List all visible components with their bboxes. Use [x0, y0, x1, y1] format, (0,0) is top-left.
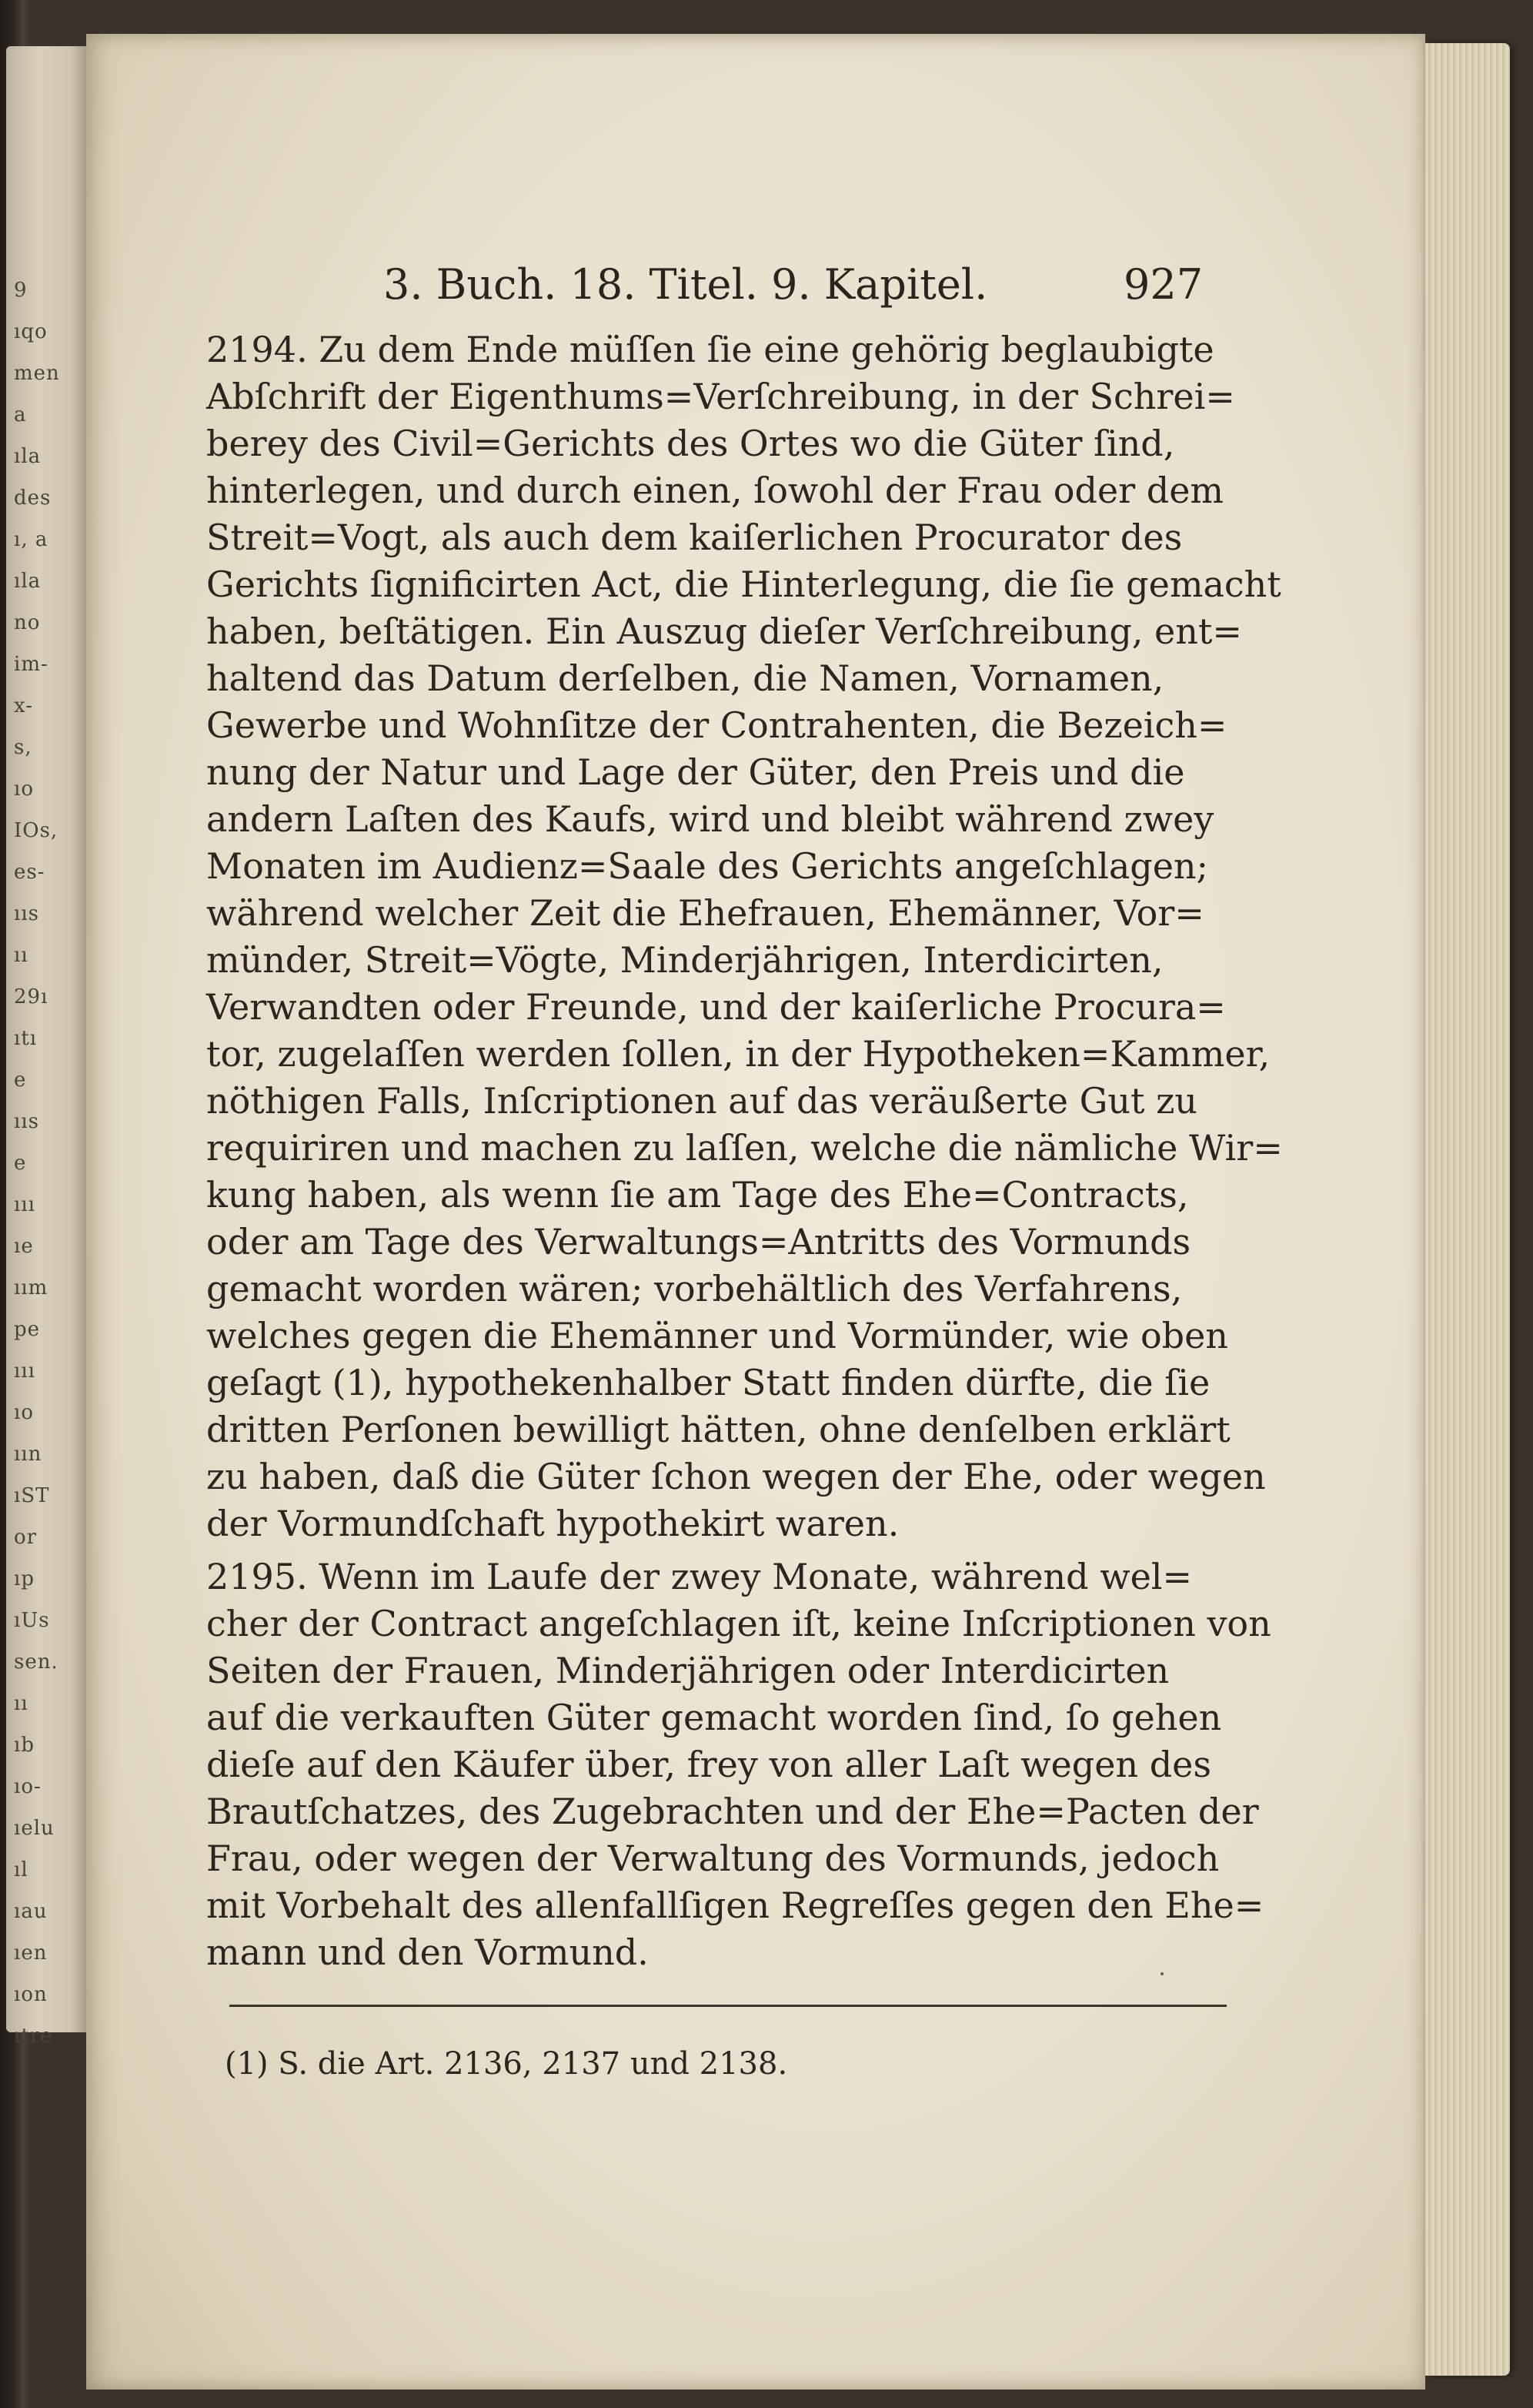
text-line: Seiten der Frauen, Minderjährigen oder Interdicirten — [206, 1650, 1170, 1691]
text-line: geſagt (1), hypothekenhalber Statt finden dürfte, die ſie — [206, 1362, 1211, 1403]
text-line: cher der Contract angeſchlagen iſt, keine Inſcriptionen von — [206, 1603, 1271, 1644]
text-line: dieſe auf den Käufer über, frey von aller Laſt wegen des — [206, 1744, 1211, 1785]
body-text — [206, 326, 1283, 1976]
adjacent-page-fragment: ıtı — [14, 1027, 38, 1050]
footnote: (1) S. die Art. 2136, 2137 und 2138. — [225, 2046, 788, 2082]
adjacent-page-fragment: 9 — [14, 279, 28, 302]
adjacent-page-fragment: ııı — [14, 1193, 35, 1216]
footnote-rule — [229, 2005, 1227, 2007]
adjacent-page-fragment: ıUs — [14, 1609, 50, 1632]
text-line: haltend das Datum derſelben, die Namen, Vornamen, — [206, 657, 1164, 699]
text-line: Monaten im Audienz=Saale des Gerichts angeſchlagen; — [206, 845, 1209, 887]
paragraph-2195 — [206, 1553, 1271, 1976]
text-line: münder, Streit=Vögte, Minderjährigen, Interdicirten, — [206, 939, 1164, 981]
text-line: Gewerbe und Wohnſitze der Contrahenten, die Bezeich= — [206, 704, 1227, 746]
text-line: hinterlegen, und durch einen, ſowohl der Frau oder dem — [206, 470, 1224, 511]
adjacent-page-fragment: des — [14, 487, 52, 510]
text-line: requiriren und machen zu laſſen, welche die nämliche Wir= — [206, 1127, 1283, 1169]
text-line: der Vormundſchaft hypothekirt waren. — [206, 1503, 900, 1544]
text-line: gemacht worden wären; vorbehältlich des Verfahrens, — [206, 1268, 1183, 1309]
adjacent-page-fragment: es- — [14, 861, 45, 884]
adjacent-page-fragment: ıl — [14, 1858, 28, 1881]
adjacent-page-fragment: ııs — [14, 902, 39, 925]
adjacent-page-fragment: ıelu — [14, 1817, 55, 1840]
running-header — [383, 260, 1230, 314]
adjacent-page-fragment: im- — [14, 653, 48, 676]
text-line: welches gegen die Ehemänner und Vormünder, wie oben — [206, 1315, 1228, 1356]
text-line: mann und den Vormund. — [206, 1931, 649, 1973]
adjacent-page-fragment: ıo- — [14, 1775, 42, 1798]
text-line: oder am Tage des Verwaltungs=Antritts des Vormunds — [206, 1221, 1191, 1263]
text-line: kung haben, als wenn ſie am Tage des Ehe=Contracts, — [206, 1174, 1189, 1216]
adjacent-page-fragment: no — [14, 611, 41, 634]
text-line: haben, beſtätigen. Ein Auszug dieſer Verſchreibung, ent= — [206, 610, 1242, 652]
adjacent-page-fragment: ııs — [14, 1110, 39, 1133]
adjacent-page-fragment: ıla — [14, 445, 42, 468]
text-line: 2195. Wenn im Laufe der zwey Monate, während wel= — [206, 1556, 1193, 1597]
adjacent-page-fragment: ıla — [14, 570, 42, 593]
adjacent-page-fragment: ıo — [14, 1401, 34, 1424]
adjacent-page-fragment: e — [14, 1069, 27, 1092]
text-line: nöthigen Falls, Inſcriptionen auf das veräußerte Gut zu — [206, 1080, 1197, 1122]
text-line: Verwandten oder Freunde, und der kaiſerliche Procura= — [206, 986, 1226, 1028]
text-line: Frau, oder wegen der Verwaltung des Vormunds, jedoch — [206, 1838, 1220, 1879]
adjacent-page-fragment: ıın — [14, 1443, 42, 1466]
text-line: Abſchrift der Eigenthums=Verſchreibung, in der Schrei= — [206, 376, 1235, 417]
running-head: 3. Buch. 18. Titel. 9. Kapitel. — [383, 260, 988, 309]
text-line: nung der Natur und Lage der Güter, den Preis und die — [206, 751, 1185, 793]
text-line: mit Vorbehalt des allenfallſigen Regreſſes gegen den Ehe= — [206, 1885, 1264, 1926]
adjacent-page-fragment: ıau — [14, 1900, 48, 1923]
text-line: Streit=Vogt, als auch dem kaiſerlichen Procurator des — [206, 517, 1183, 558]
adjacent-page-fragment: ıon — [14, 1983, 48, 2006]
adjacent-page-fragment: ıe — [14, 1235, 34, 1258]
adjacent-page-fragment: ı, a — [14, 528, 48, 551]
text-line: während welcher Zeit die Ehefrauen, Ehemänner, Vor= — [206, 892, 1204, 934]
text-line: auf die verkauften Güter gemacht worden ſind, ſo gehen — [206, 1697, 1222, 1738]
adjacent-page-fragment: ıST — [14, 1484, 50, 1507]
adjacent-page-fragment: ıqo — [14, 320, 48, 343]
adjacent-page-fragment: x- — [14, 694, 33, 717]
page-edges — [1425, 43, 1510, 2376]
adjacent-page-fragment: ıp — [14, 1567, 35, 1590]
adjacent-page-fragment: ıen — [14, 1941, 48, 1965]
adjacent-page-fragment: sen. — [14, 1650, 58, 1674]
text-line: tor, zugelaſſen werden ſollen, in der Hypotheken=Kammer, — [206, 1033, 1271, 1075]
adjacent-page-fragment: pe — [14, 1318, 41, 1341]
adjacent-page-fragment: ıı — [14, 1692, 28, 1715]
adjacent-page-fragment: ıb — [14, 1734, 35, 1757]
paragraph-2194 — [206, 326, 1283, 1547]
text-line: Gerichts ſignificirten Act, die Hinterlegung, die ſie gemacht — [206, 564, 1281, 605]
adjacent-page-fragment: men — [14, 362, 60, 385]
adjacent-page-fragment: IOs, — [14, 819, 58, 842]
adjacent-page-fragment: ıı — [14, 944, 28, 967]
adjacent-page-fragment: 29ı — [14, 985, 48, 1008]
page-number: 927 — [1124, 260, 1204, 309]
adjacent-page-fragment: ıım — [14, 1276, 48, 1299]
text-line: Brautſchatzes, des Zugebrachten und der Ehe=Pacten der — [206, 1791, 1259, 1832]
adjacent-page-fragment: ıtre — [14, 2025, 53, 2048]
text-line: 2194. Zu dem Ende müſſen ſie eine gehörig beglaubigte — [206, 329, 1214, 370]
adjacent-page-fragment: ııı — [14, 1360, 35, 1383]
text-line: zu haben, daß die Güter ſchon wegen der Ehe, oder wegen — [206, 1456, 1266, 1497]
ink-speck — [1161, 1972, 1164, 1975]
text-line: berey des Civil=Gerichts des Ortes wo die Güter ſind, — [206, 423, 1175, 464]
text-line: andern Laſten des Kaufs, wird und bleibt während zwey — [206, 798, 1214, 840]
adjacent-page-fragment: e — [14, 1152, 27, 1175]
adjacent-page-fragment: a — [14, 403, 27, 426]
adjacent-page-fragment: or — [14, 1526, 38, 1549]
adjacent-page-fragment: ıo — [14, 778, 34, 801]
adjacent-page-edge — [6, 46, 86, 2048]
text-line: dritten Perſonen bewilligt hätten, ohne denſelben erklärt — [206, 1409, 1231, 1450]
adjacent-page-fragment: s, — [14, 736, 32, 759]
